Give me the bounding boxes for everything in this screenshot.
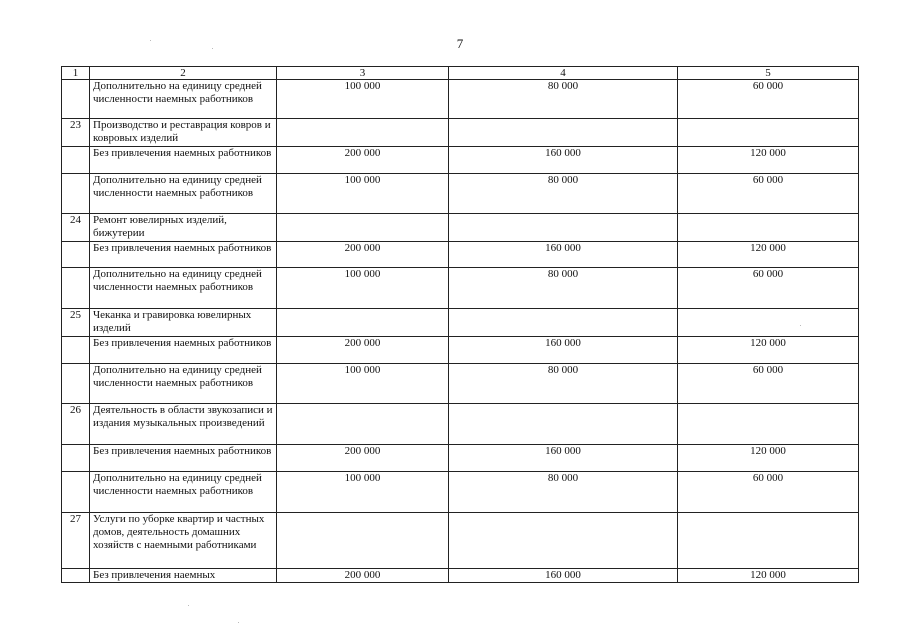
value-col-4-cell bbox=[449, 119, 678, 147]
row-number-cell bbox=[62, 364, 90, 404]
header-col-2: 2 bbox=[90, 67, 277, 80]
value-col-3-cell: 100 000 bbox=[277, 80, 449, 119]
row-number-cell bbox=[62, 445, 90, 472]
value-col-5-cell: 120 000 bbox=[678, 445, 859, 472]
activity-name-cell: Без привлечения наемных bbox=[90, 569, 277, 583]
activity-name-cell: Производство и реставрация ковров и ковровых изделий bbox=[90, 119, 277, 147]
activity-name-cell: Без привлечения наемных работников bbox=[90, 242, 277, 268]
activity-name-cell: Дополнительно на единицу средней численности наемных работников bbox=[90, 472, 277, 513]
row-number-cell: 23 bbox=[62, 119, 90, 147]
value-col-3-cell: 100 000 bbox=[277, 268, 449, 309]
activity-name-cell: Без привлечения наемных работников bbox=[90, 337, 277, 364]
value-col-4-cell: 160 000 bbox=[449, 337, 678, 364]
value-col-5-cell: 120 000 bbox=[678, 242, 859, 268]
table-row bbox=[62, 174, 859, 214]
activity-name-cell: Чеканка и гравировка ювелирных изделий bbox=[90, 309, 277, 337]
table-row bbox=[62, 119, 859, 147]
value-col-5-cell: 60 000 bbox=[678, 174, 859, 214]
value-col-5-cell bbox=[678, 214, 859, 242]
table-row bbox=[62, 364, 859, 404]
table-row bbox=[62, 445, 859, 472]
value-col-4-cell bbox=[449, 214, 678, 242]
scan-speck bbox=[800, 325, 801, 326]
header-col-1: 1 bbox=[62, 67, 90, 80]
row-number-cell bbox=[62, 337, 90, 364]
value-col-5-cell bbox=[678, 513, 859, 569]
row-number-cell bbox=[62, 147, 90, 174]
value-col-4-cell: 160 000 bbox=[449, 242, 678, 268]
value-col-5-cell: 120 000 bbox=[678, 569, 859, 583]
tariff-table bbox=[61, 66, 859, 583]
activity-name-cell: Без привлечения наемных работников bbox=[90, 445, 277, 472]
value-col-4-cell: 160 000 bbox=[449, 569, 678, 583]
value-col-4-cell: 80 000 bbox=[449, 364, 678, 404]
value-col-3-cell bbox=[277, 119, 449, 147]
scan-speck bbox=[238, 622, 239, 623]
value-col-3-cell: 200 000 bbox=[277, 445, 449, 472]
value-col-3-cell: 200 000 bbox=[277, 569, 449, 583]
row-number-cell bbox=[62, 472, 90, 513]
table-row bbox=[62, 309, 859, 337]
header-row bbox=[62, 67, 859, 80]
value-col-3-cell: 200 000 bbox=[277, 147, 449, 174]
value-col-5-cell: 60 000 bbox=[678, 268, 859, 309]
value-col-3-cell bbox=[277, 309, 449, 337]
activity-name-cell: Без привлечения наемных работников bbox=[90, 147, 277, 174]
scan-speck bbox=[212, 48, 213, 49]
row-number-cell bbox=[62, 268, 90, 309]
value-col-5-cell bbox=[678, 119, 859, 147]
table-row bbox=[62, 337, 859, 364]
value-col-3-cell: 200 000 bbox=[277, 242, 449, 268]
value-col-3-cell bbox=[277, 513, 449, 569]
activity-name-cell: Дополнительно на единицу средней численности наемных работников bbox=[90, 268, 277, 309]
value-col-4-cell bbox=[449, 513, 678, 569]
row-number-cell bbox=[62, 174, 90, 214]
header-col-4: 4 bbox=[449, 67, 678, 80]
row-number-cell: 24 bbox=[62, 214, 90, 242]
row-number-cell: 26 bbox=[62, 404, 90, 445]
value-col-3-cell: 200 000 bbox=[277, 337, 449, 364]
value-col-5-cell bbox=[678, 309, 859, 337]
value-col-4-cell: 80 000 bbox=[449, 80, 678, 119]
row-number-cell: 27 bbox=[62, 513, 90, 569]
value-col-5-cell: 60 000 bbox=[678, 364, 859, 404]
value-col-5-cell: 120 000 bbox=[678, 337, 859, 364]
value-col-5-cell bbox=[678, 404, 859, 445]
activity-name-cell: Дополнительно на единицу средней численности наемных работников bbox=[90, 174, 277, 214]
activity-name-cell: Ремонт ювелирных изделий, бижутерии bbox=[90, 214, 277, 242]
table-row bbox=[62, 404, 859, 445]
activity-name-cell: Дополнительно на единицу средней численности наемных работников bbox=[90, 364, 277, 404]
value-col-4-cell bbox=[449, 404, 678, 445]
value-col-3-cell: 100 000 bbox=[277, 472, 449, 513]
page-number: 7 bbox=[456, 36, 464, 51]
value-col-4-cell: 80 000 bbox=[449, 268, 678, 309]
table-row bbox=[62, 147, 859, 174]
table-row bbox=[62, 268, 859, 309]
header-col-3: 3 bbox=[277, 67, 449, 80]
table-row bbox=[62, 569, 859, 583]
activity-name-cell: Дополнительно на единицу средней численности наемных работников bbox=[90, 80, 277, 119]
table-row bbox=[62, 472, 859, 513]
header-col-5: 5 bbox=[678, 67, 859, 80]
table-row bbox=[62, 214, 859, 242]
activity-name-cell: Деятельность в области звукозаписи и издания музыкальных произведений bbox=[90, 404, 277, 445]
value-col-5-cell: 60 000 bbox=[678, 472, 859, 513]
value-col-3-cell bbox=[277, 404, 449, 445]
value-col-4-cell: 80 000 bbox=[449, 174, 678, 214]
table-row bbox=[62, 513, 859, 569]
row-number-cell: 25 bbox=[62, 309, 90, 337]
value-col-4-cell: 160 000 bbox=[449, 445, 678, 472]
row-number-cell bbox=[62, 80, 90, 119]
table-row bbox=[62, 242, 859, 268]
activity-name-cell: Услуги по уборке квартир и частных домов, деятельность домашних хозяйств с наемными работниками bbox=[90, 513, 277, 569]
row-number-cell bbox=[62, 569, 90, 583]
value-col-4-cell bbox=[449, 309, 678, 337]
value-col-4-cell: 160 000 bbox=[449, 147, 678, 174]
value-col-3-cell: 100 000 bbox=[277, 174, 449, 214]
value-col-5-cell: 60 000 bbox=[678, 80, 859, 119]
scan-speck bbox=[150, 40, 151, 41]
scan-speck bbox=[188, 605, 189, 606]
value-col-3-cell: 100 000 bbox=[277, 364, 449, 404]
row-number-cell bbox=[62, 242, 90, 268]
value-col-5-cell: 120 000 bbox=[678, 147, 859, 174]
value-col-4-cell: 80 000 bbox=[449, 472, 678, 513]
value-col-3-cell bbox=[277, 214, 449, 242]
table-row bbox=[62, 80, 859, 119]
